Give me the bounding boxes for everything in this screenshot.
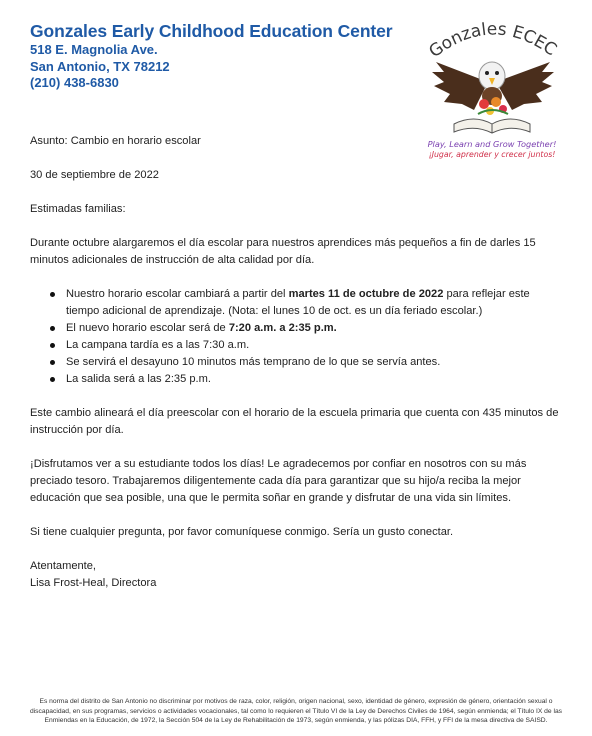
signature: Lisa Frost-Heal, Directora (30, 577, 157, 589)
contact-paragraph: Si tiene cualquier pregunta, por favor comuníquese conmigo. Sería un gusto conectar. (30, 526, 454, 538)
new-hours: 7:20 a.m. a 2:35 p.m. (228, 322, 337, 334)
letter-date: 30 de septiembre de 2022 (30, 169, 159, 181)
open-book-icon (454, 119, 530, 133)
intro-paragraph: Durante octubre alargaremos el día escolar para nuestros aprendices más pequeños a fin de darles 15 minutos adicionales de instrucción de alta calidad por día. (30, 237, 536, 266)
bullet-icon (50, 343, 55, 348)
bullet-icon (50, 326, 55, 331)
right-wing-icon (496, 62, 554, 110)
letterhead (30, 20, 392, 92)
address-line: 518 E. Magnolia Ave. (30, 42, 158, 57)
logo-title: Gonzales ECEC (425, 19, 561, 63)
letter-body (30, 133, 565, 592)
gratitude-paragraph: ¡Disfrutamos ver a su estudiante todos los días! Le agradecemos por confiar en nosotros con su más preciado tesoro. Trabajaremos diligentemente cada día para garantizar que su hijo/a reciba la mejor educación que sea posible, una que le permita soñar en grande y disfrutar de una vida sin límites. (30, 458, 527, 504)
list-item: La salida será a las 2:35 p.m. (30, 371, 565, 388)
logo-tagline-en: Play, Learn and Grow Together! (427, 139, 557, 149)
city-line: San Antonio, TX 78212 (30, 58, 170, 74)
bullet-icon (50, 292, 55, 297)
list-item: La campana tardía es a las 7:30 a.m. (30, 337, 565, 354)
nondiscrimination-footer: Es norma del distrito de San Antonio no discriminar por motivos de raza, color, religión, origen nacional, sexo, identidad de género, expresión de género, orientación sexual o discapacidad, en sus programas, servicios o actividades vocacionales, tal como lo requieren el Título VI de la Ley de Derechos Civiles de 1964, según enmienda; el Título IX de las Enmiendas en la Educación, de 1972, la Sección 504 de la Ley de Rehabilitación de 1973, según enmienda, y las pólizas DIA, FFH, y FFI de la mesa directiva de SAISD. (29, 698, 563, 724)
bullet-icon (50, 360, 55, 365)
start-date: martes 11 de octubre de 2022 (288, 288, 444, 300)
greeting: Estimadas familias: (30, 203, 126, 215)
list-item: Nuestro horario escolar cambiará a partir del martes 11 de octubre de 2022 para reflejar este tiempo adicional de aprendizaje. (Nota: el lunes 10 de oct. es un día feriado escolar.) (30, 286, 565, 320)
bullet-icon (50, 377, 55, 382)
list-item: El nuevo horario escolar será de 7:20 a.m. a 2:35 p.m. (30, 320, 565, 337)
list-item: Se servirá el desayuno 10 minutos más temprano de lo que se servía antes. (30, 354, 565, 371)
closing: Atentamente, (30, 560, 96, 572)
subject-line: Asunto: Cambio en horario escolar (30, 135, 201, 147)
org-name: Gonzales Early Childhood Education Center (30, 21, 393, 41)
eagle-head-icon (479, 62, 505, 105)
phone-line: (210) 438-6830 (30, 75, 119, 90)
logo-tagline-es: ¡Jugar, aprender y crecer juntos! (428, 150, 556, 159)
alignment-paragraph: Este cambio alineará el día preescolar con el horario de la escuela primaria que cuenta con 435 minutos de instrucción por día. (30, 407, 559, 436)
schedule-list (30, 286, 565, 388)
flowers-icon (478, 97, 508, 115)
